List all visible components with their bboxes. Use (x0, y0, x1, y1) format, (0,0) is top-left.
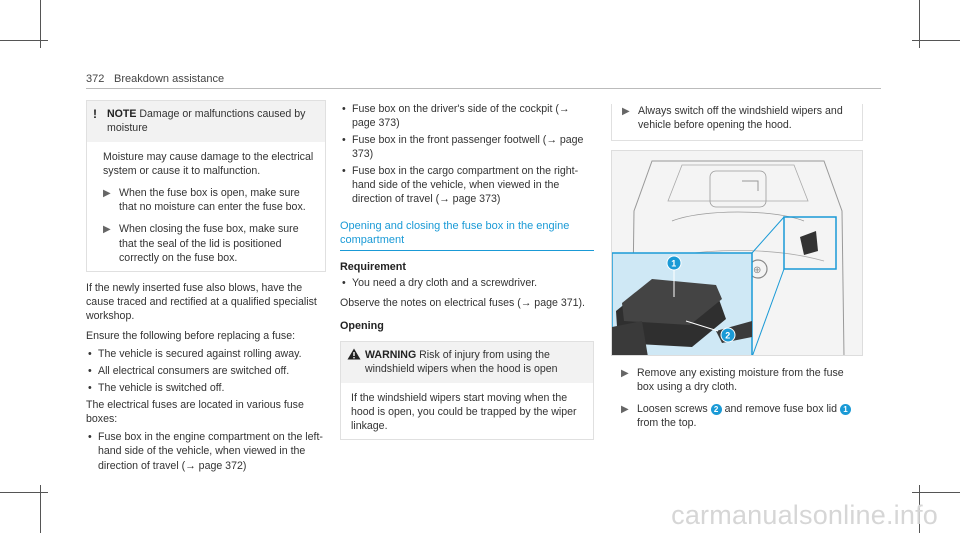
paragraph: Ensure the following before replacing a fuse: (86, 329, 296, 342)
crop-mark (0, 492, 48, 493)
play-arrow-icon: ▶ (621, 404, 629, 416)
play-arrow-icon: ▶ (103, 224, 111, 236)
engine-compartment-illustration (612, 151, 863, 356)
warning-triangle-icon (347, 348, 365, 376)
warning-box-continued (611, 104, 863, 141)
step-action: ▶ Remove any existing moisture from the fuse box using a dry cloth. (621, 367, 844, 394)
note-heading: Damage or malfunctions caused by moisture (107, 108, 306, 135)
callout-2-inline: 2 (711, 404, 722, 415)
page-header (86, 72, 881, 92)
note-header (87, 101, 325, 142)
list-item: • The vehicle is switched off. (86, 381, 326, 395)
page-number: 372 (86, 73, 105, 85)
vehicle-emblem: ⊕ (753, 265, 762, 276)
header-rule (86, 88, 881, 89)
list-item: • Fuse box in the front passenger footwell (→ page 373) (340, 133, 594, 161)
list-item: • You need a dry cloth and a screwdriver. (340, 276, 594, 290)
warning-action: ▶ Always switch off the windshield wipers and vehicle before opening the hood. (622, 105, 843, 132)
warning-label: WARNING (365, 349, 417, 362)
note-text: Moisture may cause damage to the electrical system or cause it to malfunction. (103, 151, 314, 178)
play-arrow-icon: ▶ (621, 368, 629, 379)
crop-mark (912, 492, 960, 493)
list-item: • Fuse box in the engine compartment on the left-hand side of the vehicle, when viewed in the direction of travel (→ page 372) (86, 430, 326, 472)
bullet-list (86, 347, 326, 395)
list-item: • All electrical consumers are switched off. (86, 364, 326, 378)
warning-box (340, 341, 594, 440)
callout-1-inline: 1 (840, 404, 851, 415)
note-body (87, 142, 325, 271)
note-box (86, 100, 326, 272)
warning-body: If the windshield wipers start moving when the hood is open, you could be trapped by the wiper linkage. (351, 392, 577, 433)
watermark: carmanualsonline.info (671, 500, 938, 530)
paragraph: The electrical fuses are located in various fuse boxes: (86, 399, 304, 426)
column-middle (326, 102, 594, 440)
section-rule (340, 250, 594, 251)
list-item: • Fuse box on the driver's side of the cockpit (→ page 373) (340, 102, 594, 130)
requirement-label: Requirement (340, 261, 406, 274)
note-action: ▶ When closing the fuse box, make sure that the seal of the lid is positioned correctly on the fuse box. (103, 223, 299, 264)
section-heading: Opening and closing the fuse box in the engine compartment (340, 219, 570, 246)
column-left (86, 100, 326, 476)
callout-1: 1 (671, 258, 677, 269)
bullet-list (326, 102, 594, 207)
paragraph: Observe the notes on electrical fuses (→ page 371). (340, 296, 585, 309)
engine-compartment-figure (611, 150, 863, 356)
play-arrow-icon: ▶ (103, 188, 111, 200)
bullet-list (340, 276, 594, 290)
paragraph: If the newly inserted fuse also blows, have the cause traced and rectified at a qualified specialist workshop. (86, 281, 317, 322)
crop-mark (0, 40, 48, 41)
list-item: • The vehicle is secured against rolling away. (86, 347, 326, 361)
bullet-list (86, 430, 326, 472)
callout-2: 2 (725, 330, 731, 341)
play-arrow-icon: ▶ (622, 106, 630, 117)
exclamation-icon: ! (93, 107, 97, 121)
warning-heading: Risk of injury from using the windshield wipers when the hood is open (365, 349, 558, 376)
steps (611, 366, 863, 430)
warning-header (341, 342, 593, 383)
step-action: ▶ Loosen screws 2 and remove fuse box lid 1 from the top. (611, 402, 863, 430)
list-item: • Fuse box in the cargo compartment on the right-hand side of the vehicle, when viewed in the direction of travel (→ page 373) (340, 164, 594, 206)
crop-mark (912, 40, 960, 41)
section-title: Breakdown assistance (114, 73, 225, 85)
column-right (611, 100, 863, 141)
note-action: ▶ When the fuse box is open, make sure that no moisture can enter the fuse box. (103, 187, 306, 214)
note-label: NOTE (107, 108, 137, 120)
opening-label: Opening (340, 319, 384, 332)
